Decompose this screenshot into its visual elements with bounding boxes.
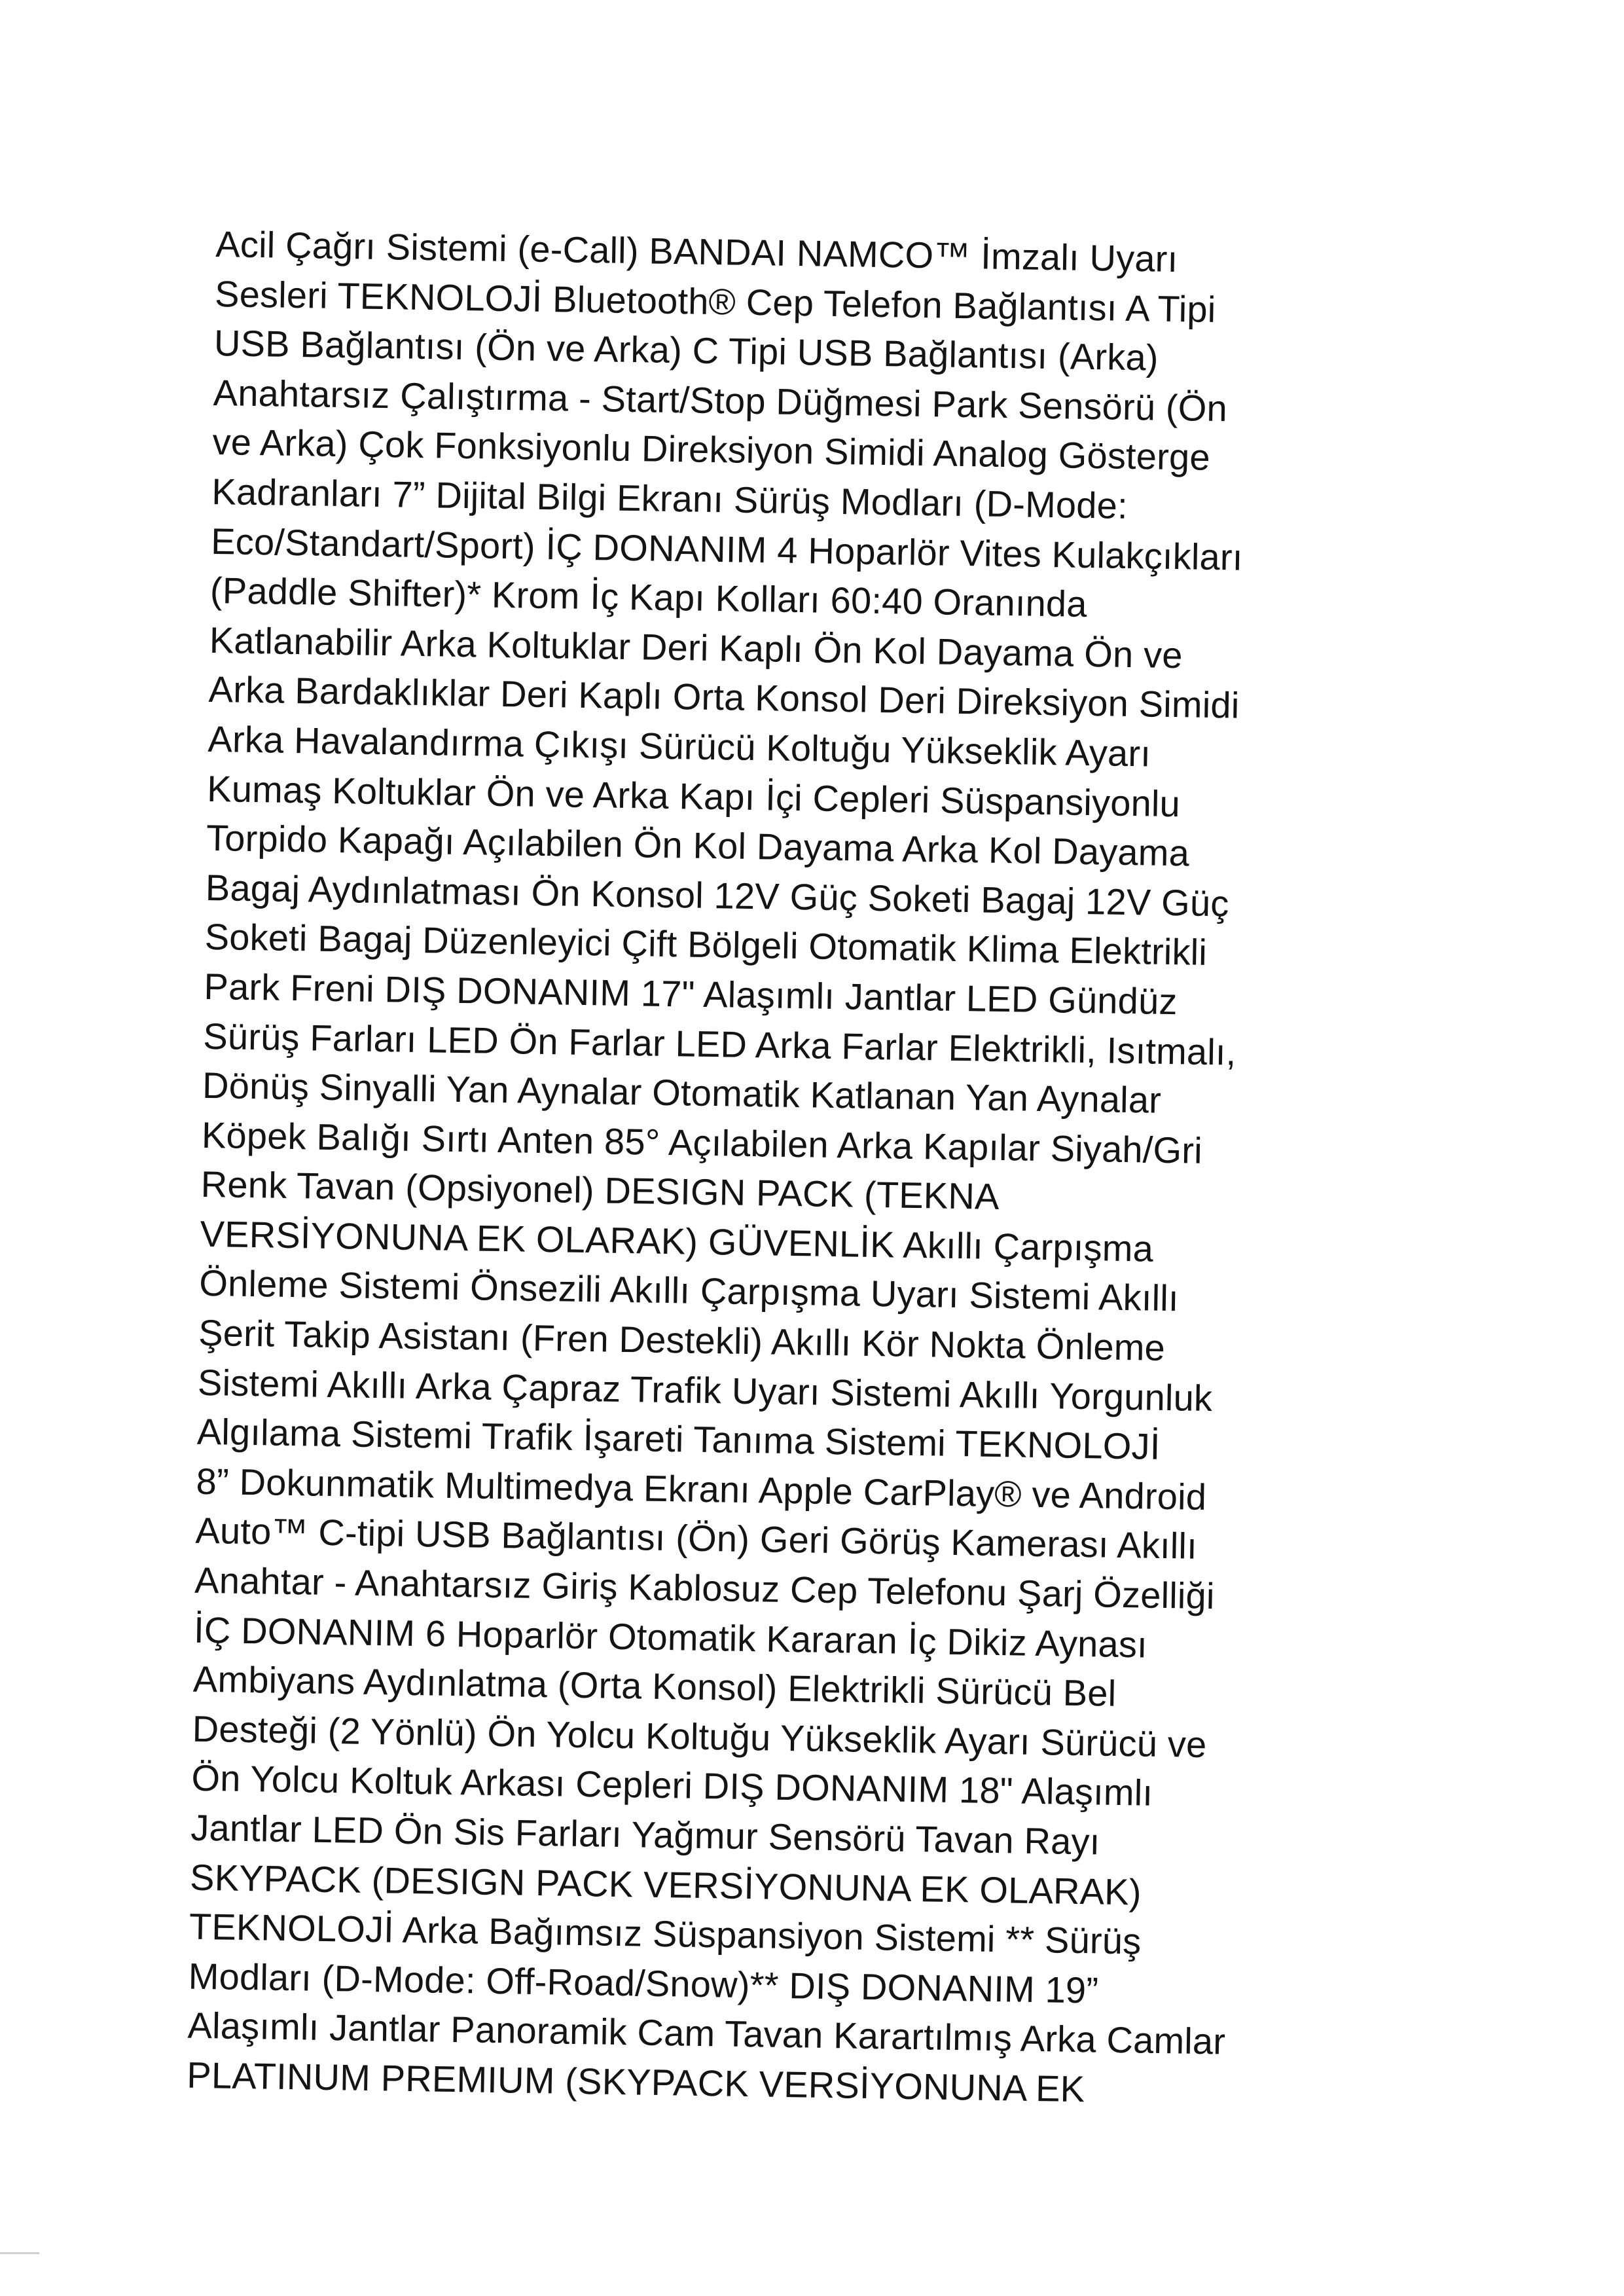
text-line-32: Ön Yolcu Koltuk Arkası Cepleri DIŞ DONANIM 18" Alaşımlı (191, 1757, 1153, 1814)
text-line-5: ve Arka) Çok Fonksiyonlu Direksiyon Simidi Analog Gösterge (212, 421, 1211, 479)
text-line-2: Sesleri TEKNOLOJİ Bluetooth® Cep Telefon Bağlantısı A Tipi (214, 272, 1216, 330)
text-line-21: VERSİYONUNA EK OLARAK) GÜVENLİK Akıllı Çarpışma (200, 1212, 1154, 1269)
text-line-24: Sistemi Akıllı Arka Çapraz Trafik Uyarı Sistemi Akıllı Yorgunluk (197, 1361, 1213, 1419)
text-line-7: Eco/Standart/Sport) İÇ DONANIM 4 Hoparlör Vites Kulakçıkları (210, 520, 1244, 578)
text-line-23: Şerit Takip Asistanı (Fren Destekli) Akıllı Kör Nokta Önleme (198, 1311, 1166, 1369)
text-line-14: Bagaj Aydınlatması Ön Konsol 12V Güç Soketi Bagaj 12V Güç (205, 866, 1230, 924)
text-line-33: Jantlar LED Ön Sis Farları Yağmur Sensörü Tavan Rayı (190, 1806, 1100, 1863)
scan-edge-mark (0, 2252, 39, 2254)
text-line-31: Desteği (2 Yönlü) Ön Yolcu Koltuğu Yükseklik Ayarı Sürücü ve (192, 1707, 1207, 1765)
text-line-28: Anahtar - Anahtarsız Giriş Kablosuz Cep Telefonu Şarj Özelliği (194, 1559, 1216, 1617)
text-line-29: İÇ DONANIM 6 Hoparlör Otomatik Kararan İç Dikiz Aynası (193, 1609, 1148, 1666)
text-line-20: Renk Tavan (Opsiyonel) DESIGN PACK (TEKNA (200, 1163, 1000, 1218)
text-line-6: Kadranları 7” Dijital Bilgi Ekranı Sürüş Modları (D-Mode: (211, 470, 1128, 526)
text-line-36: Modları (D-Mode: Off-Road/Snow)** DIŞ DONANIM 19” (188, 1955, 1099, 2011)
text-line-9: Katlanabilir Arka Koltuklar Deri Kaplı Ön Kol Dayama Ön ve (209, 619, 1183, 676)
text-line-26: 8” Dokunmatik Multimedya Ekranı Apple CarPlay® ve Android (196, 1460, 1207, 1518)
text-line-25: Algılama Sistemi Trafik İşareti Tanıma Sistemi TEKNOLOJİ (196, 1411, 1161, 1468)
text-line-1: Acil Çağrı Sistemi (e-Call) BANDAI NAMCO™ İmzalı Uyarı (215, 223, 1178, 280)
text-line-30: Ambiyans Aydınlatma (Orta Konsol) Elektrikli Sürücü Bel (192, 1658, 1117, 1715)
text-line-13: Torpido Kapağı Açılabilen Ön Kol Dayama Arka Kol Dayama (206, 817, 1190, 874)
text-line-18: Dönüş Sinyalli Yan Aynalar Otomatik Katlanan Yan Aynalar (202, 1064, 1162, 1121)
text-line-22: Önleme Sistemi Önsezili Akıllı Çarpışma Uyarı Sistemi Akıllı (198, 1262, 1180, 1319)
text-line-15: Soketi Bagaj Düzenleyici Çift Bölgeli Otomatik Klima Elektrikli (204, 916, 1208, 974)
text-line-27: Auto™ C-tipi USB Bağlantısı (Ön) Geri Görüş Kamerası Akıllı (195, 1510, 1198, 1567)
text-line-37: Alaşımlı Jantlar Panoramik Cam Tavan Karartılmış Arka Camlar (187, 2005, 1226, 2062)
text-line-12: Kumaş Koltuklar Ön ve Arka Kapı İçi Cepleri Süspansiyonlu (206, 767, 1181, 824)
text-line-17: Sürüş Farları LED Ön Farlar LED Arka Farlar Elektrikli, Isıtmalı, (202, 1015, 1236, 1073)
text-line-3: USB Bağlantısı (Ön ve Arka) C Tipi USB Bağlantısı (Arka) (213, 322, 1159, 378)
specification-text (187, 219, 1460, 2119)
text-line-4: Anahtarsız Çalıştırma - Start/Stop Düğmesi Park Sensörü (Ön (213, 371, 1228, 429)
text-line-16: Park Freni DIŞ DONANIM 17" Alaşımlı Jantlar LED Gündüz (204, 965, 1178, 1023)
text-line-10: Arka Bardaklıklar Deri Kaplı Orta Konsol Deri Direksiyon Simidi (208, 668, 1240, 726)
text-line-8: (Paddle Shifter)* Krom İç Kapı Kolları 60:40 Oranında (209, 570, 1088, 625)
text-line-34: SKYPACK (DESIGN PACK VERSİYONUNA EK OLARAK) (189, 1856, 1142, 1913)
text-line-35: TEKNOLOJİ Arka Bağımsız Süspansiyon Sistemi ** Sürüş (189, 1905, 1142, 1962)
text-line-19: Köpek Balığı Sırtı Anten 85° Açılabilen Arka Kapılar Siyah/Gri (201, 1114, 1203, 1171)
text-line-11: Arka Havalandırma Çıkışı Sürücü Koltuğu Yükseklik Ayarı (208, 718, 1151, 774)
text-line-38: PLATINUM PREMIUM (SKYPACK VERSİYONUNA EK (186, 2054, 1085, 2110)
